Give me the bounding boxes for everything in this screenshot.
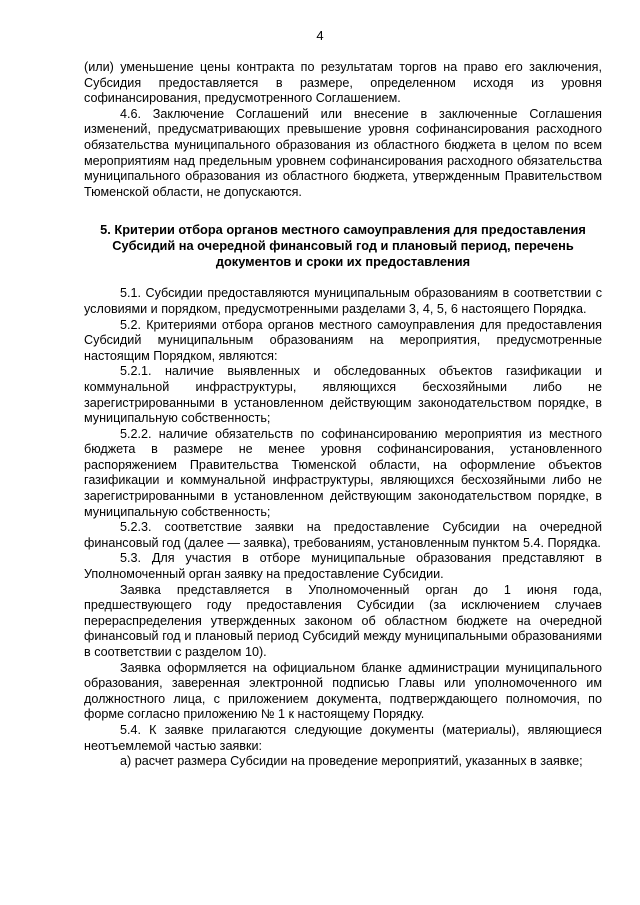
paragraph-5-2-2: 5.2.2. наличие обязательств по софинансированию мероприятия из местного бюджета в размере не менее уровня софинансирования, установленного распоряжением Правительства Тюменской области, на оформление объектов газификации и коммунальной инфраструктуры, являющихся бесхозяйными либо не зарегистрированными в установленном действующим законодательством порядке, в муниципальную собственность; xyxy=(84,426,602,519)
paragraph-5-2-3: 5.2.3. соответствие заявки на предоставление Субсидии на очередной финансовый год (далее — заявка), требованиям, установленным пунктом 5.4. Порядка. xyxy=(84,520,602,550)
paragraph-5-2-1: 5.2.1. наличие выявленных и обследованных объектов газификации и коммунальной инфраструктуры, являющихся бесхозяйными либо не зарегистрированными в установленном действующим законодательством порядке, в муниципальную собственность; xyxy=(84,364,602,426)
paragraph-item-a: а) расчет размера Субсидии на проведение мероприятий, указанных в заявке; xyxy=(120,754,583,769)
paragraph-4-6: 4.6. Заключение Соглашений или внесение в заключенные Соглашения изменений, предусматривающих превышение уровня софинансирования расходного обязательства муниципального образования из областного бюджета в целом по всем мероприятиям над предельным уровнем софинансирования расходного обязательства муниципального образования из областного бюджета, утвержденным Правительством Тюменской области, не допускаются. xyxy=(84,106,602,199)
page-number: 4 xyxy=(316,28,324,43)
paragraph-application-form: Заявка оформляется на официальном бланке администрации муниципального образования, заверенная электронной подписью Главы или уполномоченного им должностного лица, с приложением документа, подтверждающего полномочия, по форме согласно приложению № 1 к настоящему Порядку. xyxy=(84,660,602,722)
paragraph-5-1: 5.1. Субсидии предоставляются муниципальным образованиям в соответствии с условиями и порядком, предусмотренными разделами 3, 4, 5, 6 настоящего Порядка. xyxy=(84,286,602,316)
section-heading: 5. Критерии отбора органов местного самоуправления для предоставления Субсидий на очередной финансовый год и плановый период, перечень документов и сроки их предоставления xyxy=(100,222,586,270)
paragraph-5-4: 5.4. К заявке прилагаются следующие документы (материалы), являющиеся неотъемлемой частью заявки: xyxy=(84,722,602,753)
document-body xyxy=(84,60,602,770)
paragraph-application-deadline: Заявка представляется в Уполномоченный орган до 1 июня года, предшествующего году предоставления Субсидии (за исключением случаев перераспределения утвержденных законом об областном бюджете на очередной финансовый год и плановый период Субсидий между муниципальными образованиями в соответствии с разделом 10). xyxy=(84,582,602,659)
paragraph-continuation: (или) уменьшение цены контракта по результатам торгов на право его заключения, Субсидия предоставляется в размере, определенном исходя из уровня софинансирования, предусмотренного Соглашением. xyxy=(84,60,602,106)
paragraph-5-2: 5.2. Критериями отбора органов местного самоуправления для предоставления Субсидий муниципальным образованиям на мероприятия, предусмотренные настоящим Порядком, являются: xyxy=(84,317,602,363)
paragraph-5-3: 5.3. Для участия в отборе муниципальные образования представляют в Уполномоченный орган заявку на предоставление Субсидии. xyxy=(84,551,602,582)
